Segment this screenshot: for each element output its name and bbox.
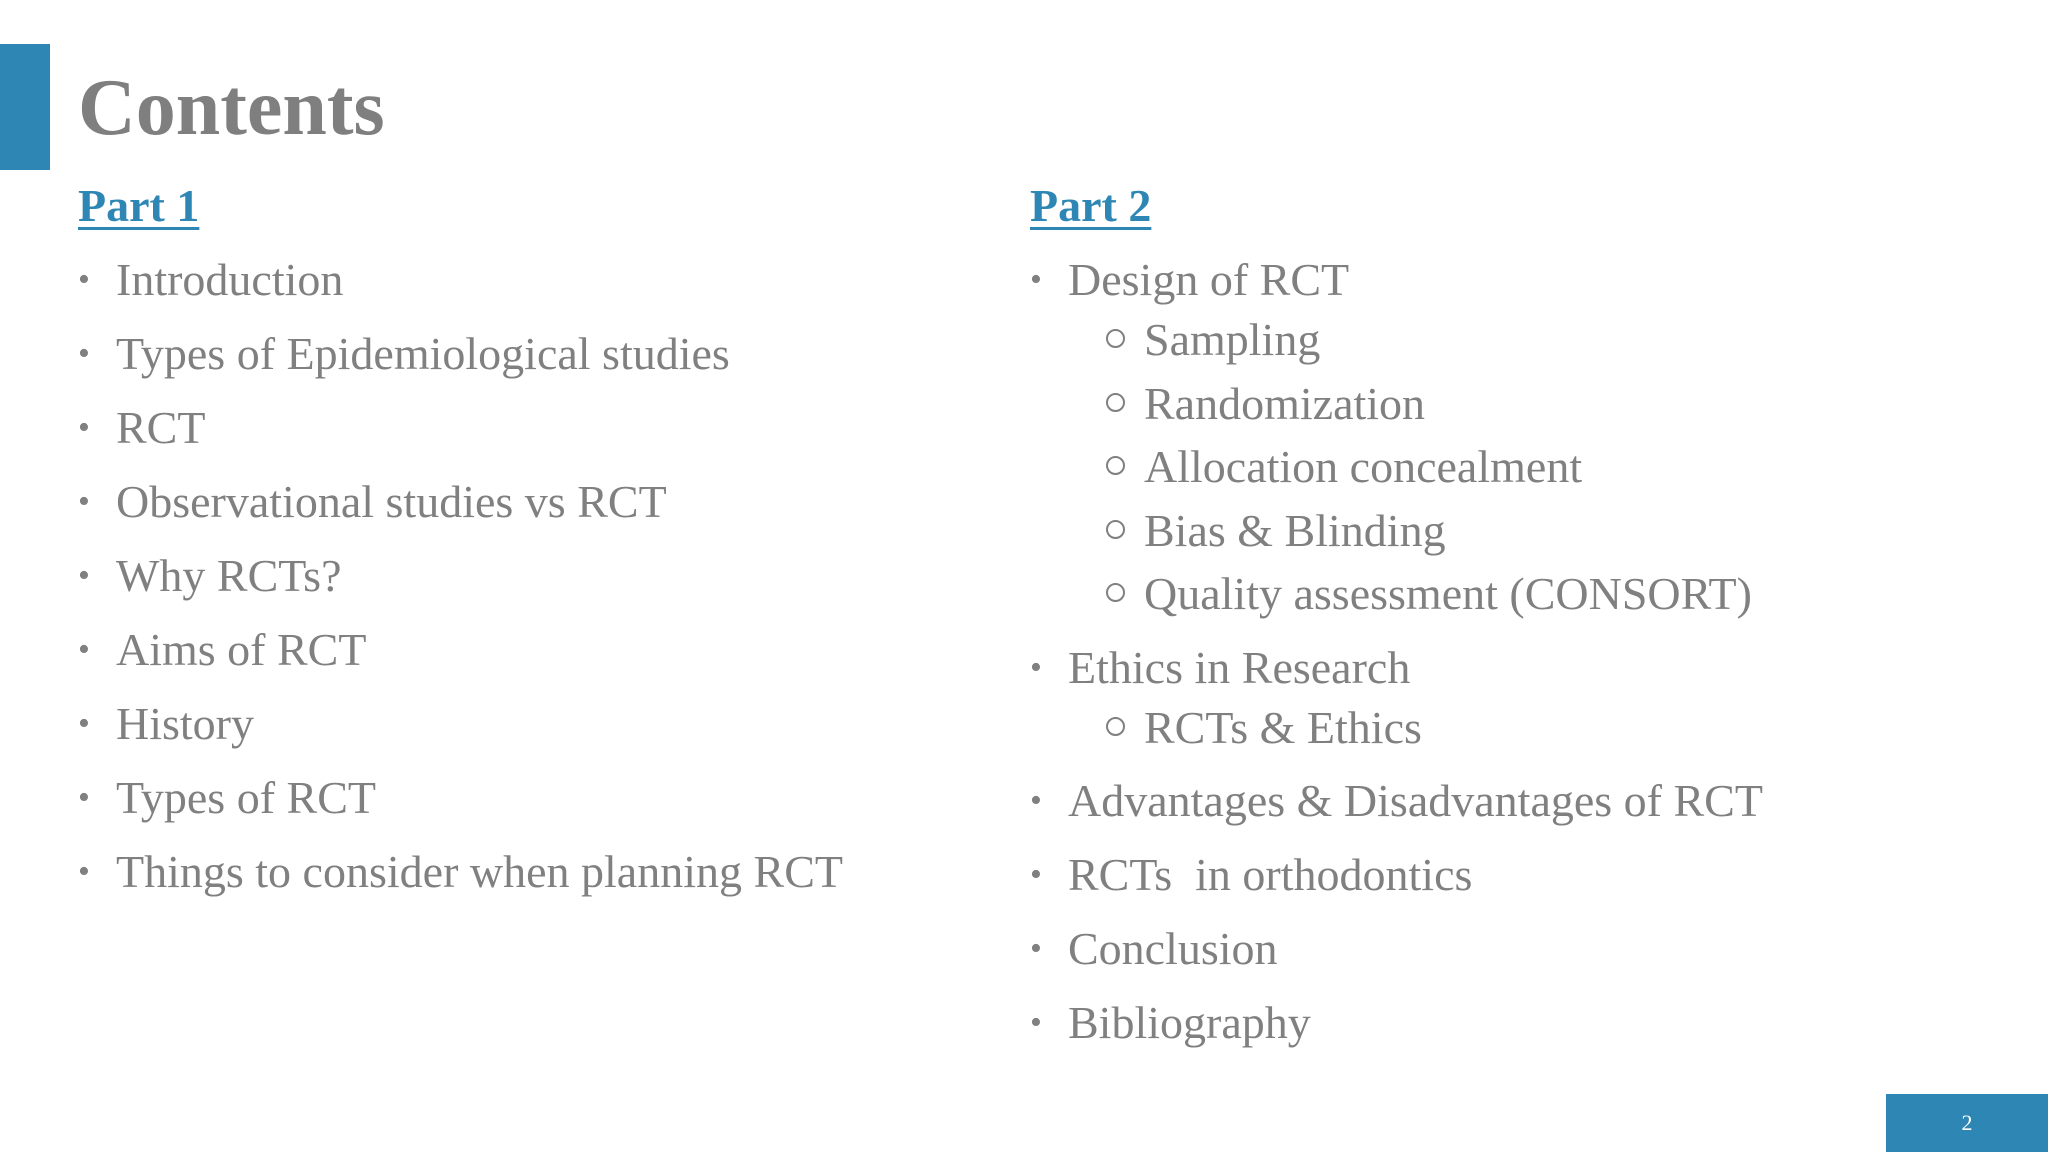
circle-bullet-icon <box>1106 520 1125 539</box>
list-item-label: Types of RCT <box>116 772 376 823</box>
list-item <box>1030 847 1763 903</box>
list-item <box>78 326 843 382</box>
list-item <box>78 474 843 530</box>
list-item-label: History <box>116 698 254 749</box>
list-item <box>1030 640 1763 760</box>
list-item <box>78 252 843 308</box>
bullet-icon: • <box>1030 261 1042 298</box>
list-item <box>78 770 843 826</box>
bullet-icon: • <box>1030 930 1042 967</box>
bullet-icon: • <box>1030 1004 1042 1041</box>
title-accent-bar <box>0 44 50 170</box>
bullet-icon: • <box>78 705 90 742</box>
bullet-icon: • <box>1030 856 1042 893</box>
list-item <box>78 548 843 604</box>
list-item <box>1030 773 1763 829</box>
list-item-label: Bibliography <box>1068 997 1311 1048</box>
circle-bullet-icon <box>1106 583 1125 602</box>
sub-list-item <box>1106 696 1763 760</box>
sub-list-item <box>1106 372 1763 436</box>
list-item-label: Advantages & Disadvantages of RCT <box>1068 775 1763 826</box>
list-item-label: Types of Epidemiological studies <box>116 328 730 379</box>
sub-list-item <box>1106 562 1763 626</box>
bullet-icon: • <box>78 409 90 446</box>
list-item-label: Aims of RCT <box>116 624 367 675</box>
bullet-icon: • <box>78 853 90 890</box>
list-item-label: Observational studies vs RCT <box>116 476 667 527</box>
bullet-icon: • <box>78 483 90 520</box>
list-item-label: Design of RCT <box>1068 254 1350 305</box>
sub-list-item-label: Quality assessment (CONSORT) <box>1144 568 1752 619</box>
list-item <box>78 696 843 752</box>
list-item <box>1030 252 1763 626</box>
list-item-label: Introduction <box>116 254 344 305</box>
list-item-label: RCT <box>116 402 206 453</box>
sub-list-item <box>1106 308 1763 372</box>
bullet-icon: • <box>78 631 90 668</box>
sub-list <box>1068 696 1763 760</box>
circle-bullet-icon <box>1106 393 1125 412</box>
slide-title: Contents <box>78 64 385 152</box>
circle-bullet-icon <box>1106 717 1125 736</box>
list-item <box>78 400 843 456</box>
bullet-icon: • <box>78 335 90 372</box>
sub-list-item-label: Allocation concealment <box>1144 441 1583 492</box>
list-item <box>78 844 843 900</box>
part-2-heading-link[interactable]: Part 2 <box>1030 180 1152 231</box>
part-1-column <box>78 178 843 918</box>
part-1-heading-link[interactable]: Part 1 <box>78 180 200 231</box>
bullet-icon: • <box>78 557 90 594</box>
bullet-icon: • <box>78 779 90 816</box>
list-item <box>78 622 843 678</box>
list-item-label: Ethics in Research <box>1068 641 1411 693</box>
sub-list-item-label: RCTs & Ethics <box>1144 701 1422 753</box>
list-item-label: Conclusion <box>1068 923 1278 974</box>
part-2-list <box>1030 252 1763 1051</box>
sub-list-item-label: Sampling <box>1144 314 1321 365</box>
sub-list <box>1068 308 1763 626</box>
part-1-list <box>78 252 843 900</box>
sub-list-item-label: Bias & Blinding <box>1144 504 1446 556</box>
part-2-column <box>1030 178 1763 1069</box>
sub-list-item <box>1106 435 1763 499</box>
list-item-label: Things to consider when planning RCT <box>116 846 843 897</box>
bullet-icon: • <box>1030 782 1042 819</box>
bullet-icon: • <box>78 261 90 298</box>
circle-bullet-icon <box>1106 329 1125 348</box>
sub-list-item <box>1106 499 1763 563</box>
list-item-label: Why RCTs? <box>116 550 342 601</box>
bullet-icon: • <box>1030 648 1042 686</box>
circle-bullet-icon <box>1106 456 1125 475</box>
page-number-badge: 2 <box>1886 1094 2048 1152</box>
sub-list-item-label: Randomization <box>1144 377 1426 429</box>
list-item <box>1030 921 1763 977</box>
list-item-label: RCTs in orthodontics <box>1068 849 1473 900</box>
list-item <box>1030 995 1763 1051</box>
